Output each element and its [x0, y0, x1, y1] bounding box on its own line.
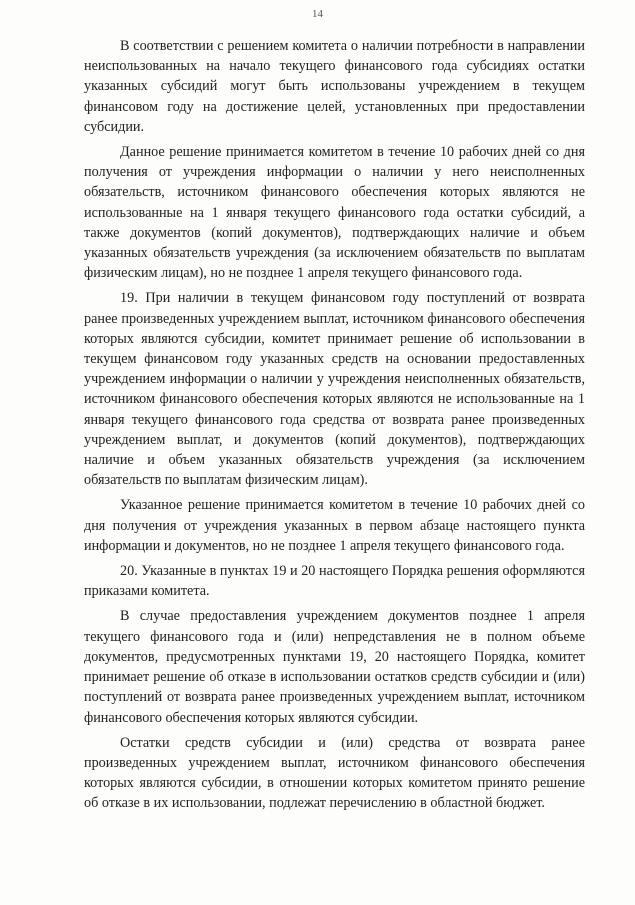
paragraph: Данное решение принимается комитетом в течение 10 рабочих дней со дня получения от учреждения информации о наличии у него неисполненных обязательств, источником финансового обеспечения которых являются не использованные на 1 января текущего финансового года остатки субсидий, а также документов (копий документов), подтверждающих наличие и объем указанных обязательств учреждения (за исключением обязательств по выплатам физическим лицам), но не позднее 1 апреля текущего финансового года.: [84, 144, 585, 282]
paragraph: Остатки средств субсидии и (или) средства от возврата ранее произведенных учреждением выплат, источником финансового обеспечения которых являются субсидии, в отношении которых комитетом принято решение об отказе в их использовании, подлежат перечислению в областной бюджет.: [84, 734, 585, 812]
paragraph-item-19: 19. При наличии в текущем финансовом году поступлений от возврата ранее произведенных учреждением выплат, источником финансового обеспечения которых являются субсидии, комитет принимает решение об использовании в текущем финансовом году указанных средств на основании предоставленных учреждением информации о наличии у учреждения неисполненных обязательств, источником финансового обеспечения которых являются не использованные на 1 января текущего финансового года средства от возврата ранее произведенных учреждением выплат, и документов (копий документов), подтверждающих наличие и объем указанных обязательств учреждения (за исключением обязательств по выплатам физическим лицам).: [84, 290, 585, 489]
paragraph: В случае предоставления учреждением документов позднее 1 апреля текущего финансового года и (или) непредставления не в полном объеме документов, предусмотренных пунктами 19, 20 настоящего Порядка, комитет принимает решение об отказе в использовании остатков средств субсидии и (или) поступлений от возврата ранее произведенных учреждением выплат, источником финансового обеспечения которых являются субсидии.: [84, 608, 585, 726]
page-number: 14: [312, 8, 323, 20]
paragraph: В соответствии с решением комитета о наличии потребности в направлении неиспользованных на начало текущего финансового года субсидиях остатки указанных субсидий могут быть использованы учреждением в текущем финансовом году на достижение целей, установленных при предоставлении субсидии.: [84, 38, 585, 135]
document-body: [84, 36, 585, 814]
paragraph: Указанное решение принимается комитетом в течение 10 рабочих дней со дня получения от учреждения указанных в первом абзаце настоящего пункта информации и документов, но не позднее 1 апреля текущего финансового года.: [84, 497, 585, 554]
paragraph-item-20: 20. Указанные в пунктах 19 и 20 настоящего Порядка решения оформляются приказами комитета.: [84, 563, 585, 600]
